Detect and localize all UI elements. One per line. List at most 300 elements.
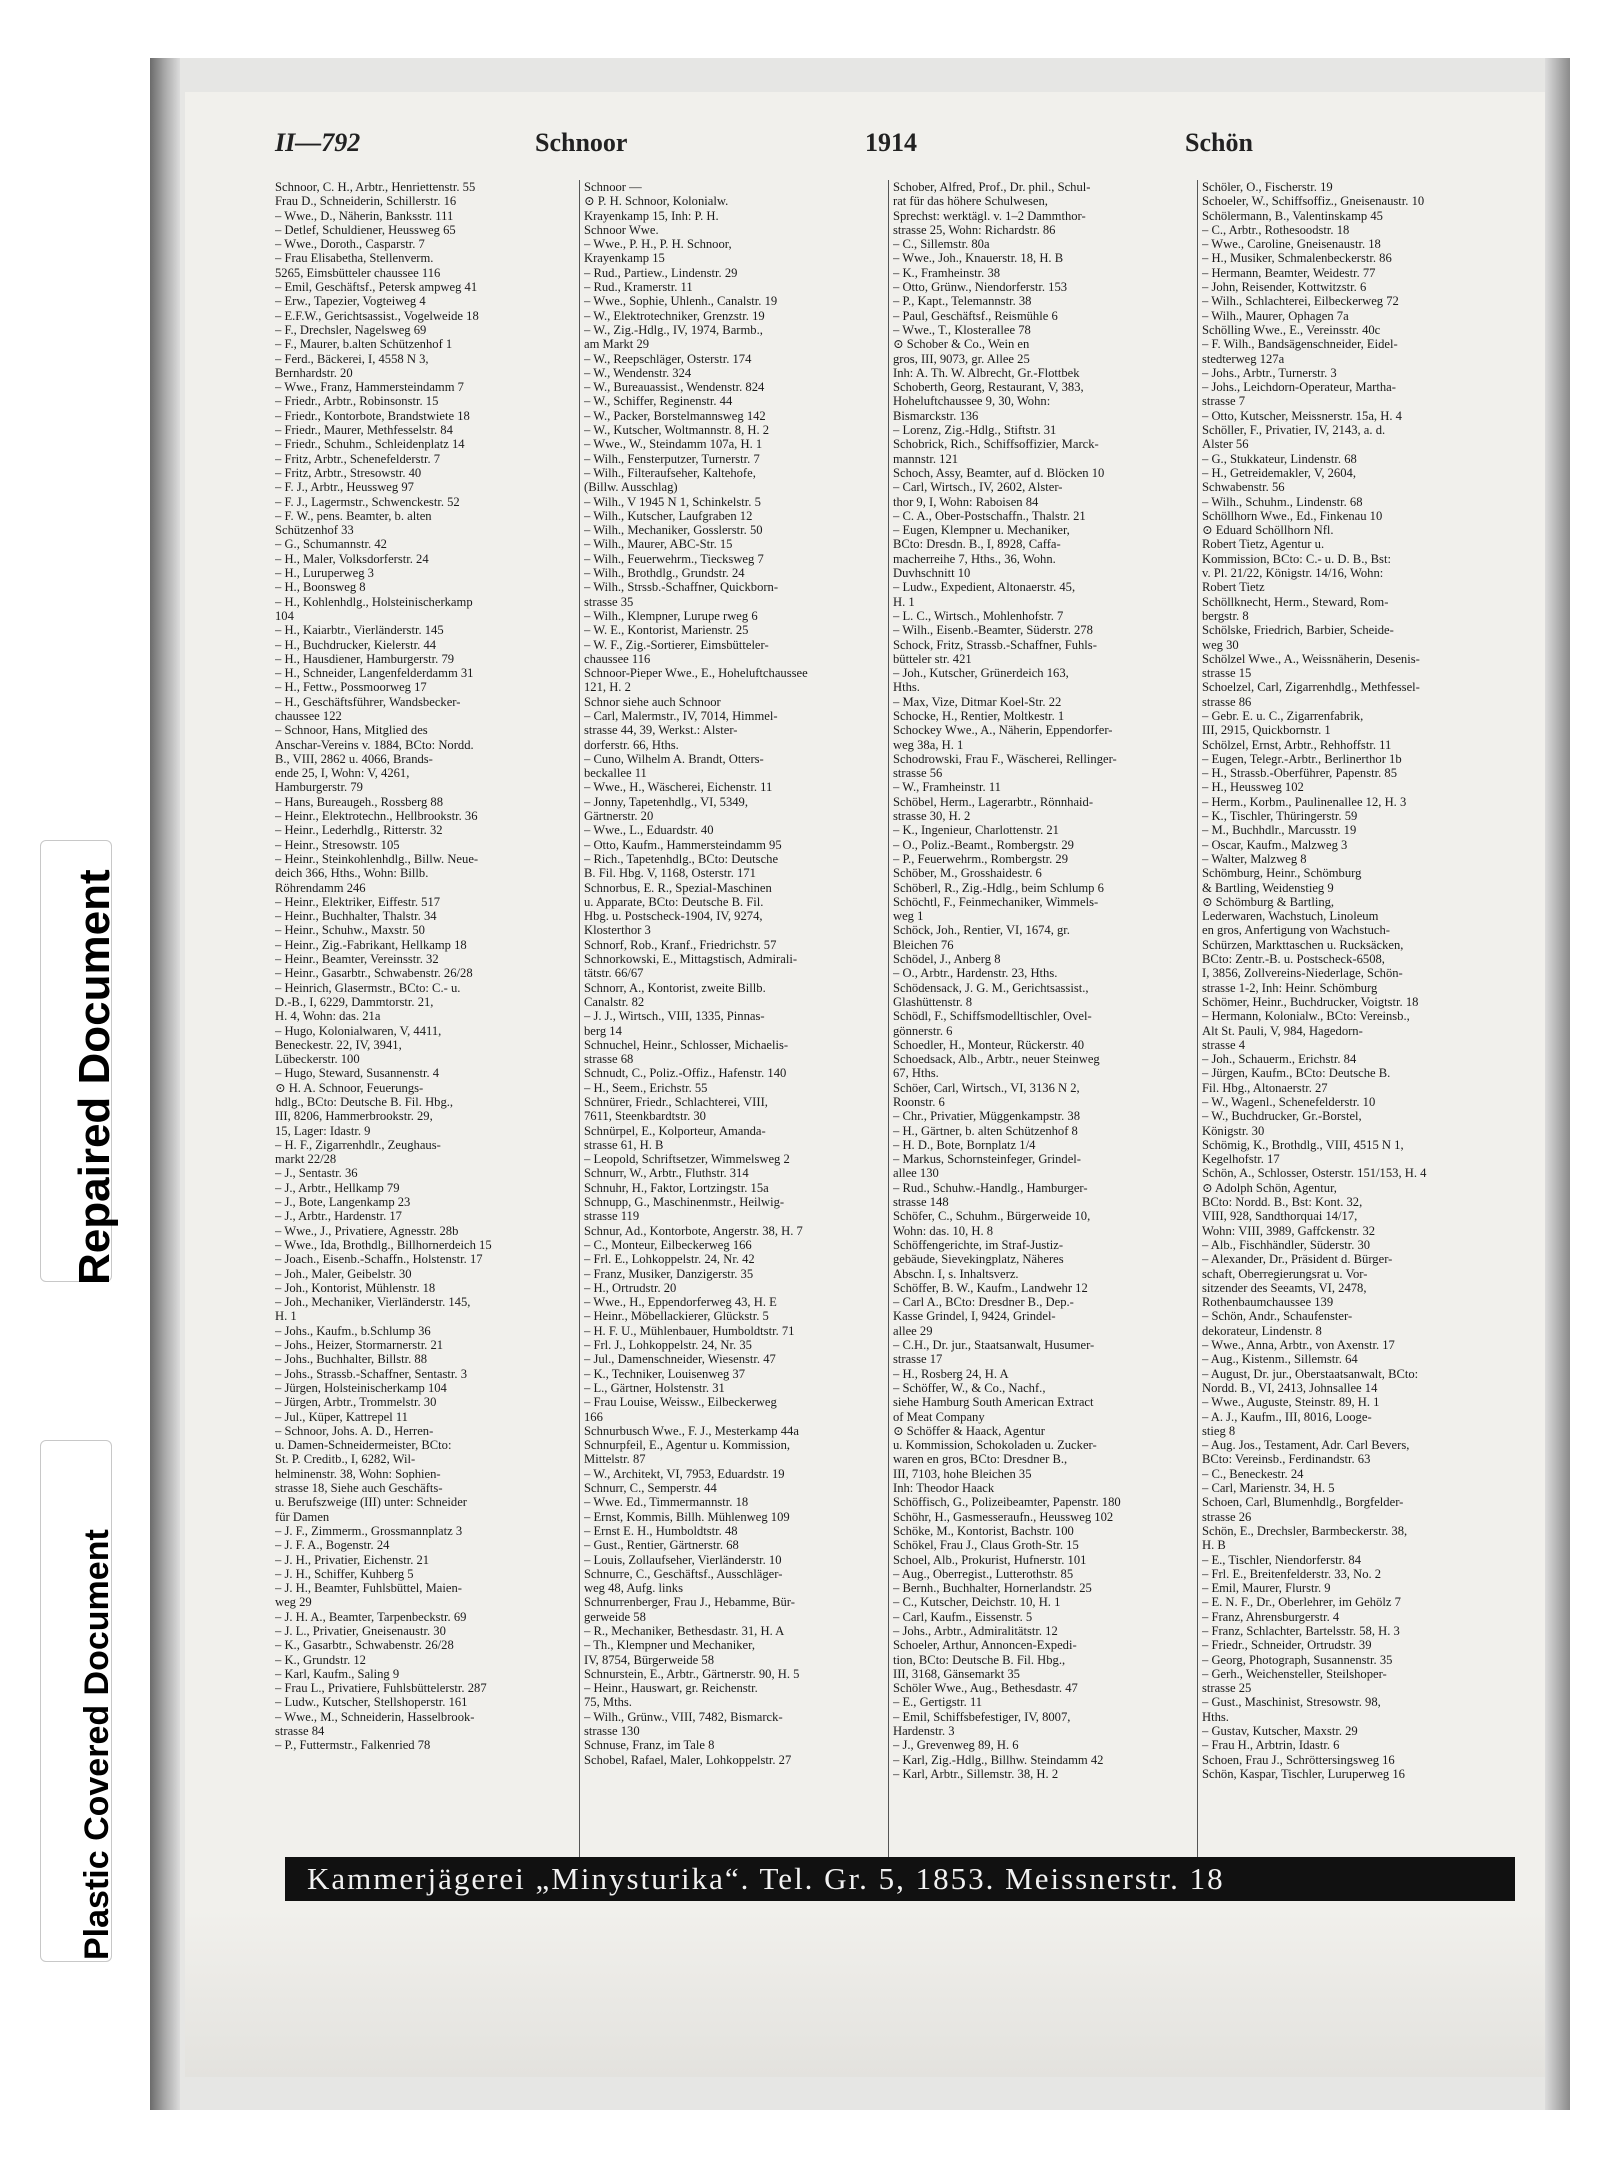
directory-entry: – Gebr. E. u. C., Zigarrenfabrik, [1202,708,1364,723]
directory-entry: – Hans, Bureaugeh., Rossberg 88 [275,794,444,809]
directory-entry: Glashüttenstr. 8 [893,994,973,1009]
directory-entry: – J. H. A., Beamter, Tarpenbeckstr. 69 [275,1609,467,1624]
directory-entry: – W., Zig.-Hdlg., IV, 1974, Barmb., [584,322,763,337]
directory-entry: – Otto, Kutscher, Meissnerstr. 15a, H. 4 [1202,408,1402,423]
directory-entry: – Heinr., Stresowstr. 105 [275,837,400,852]
directory-entry: Schoel, Alb., Prokurist, Hufnerstr. 101 [893,1552,1087,1567]
directory-entry: – Herm., Korbm., Paulinenallee 12, H. 3 [1202,794,1407,809]
directory-entry: Schnorbus, E. R., Spezial-Maschinen [584,880,772,895]
directory-entry: 75, Mths. [584,1695,632,1710]
directory-entry: strasse 86 [1202,694,1252,709]
directory-entry: Schnupp, G., Maschinenmstr., Heilwig- [584,1195,785,1210]
directory-entry: – Joh., Maler, Geibelstr. 30 [275,1266,412,1281]
directory-entry: Lederwaren, Wachstuch, Linoleum [1202,909,1379,924]
directory-entry: H. B [1202,1538,1226,1553]
directory-entry: Schnuse, Franz, im Tale 8 [584,1738,715,1753]
directory-entry: gebäude, Sievekingplatz, Näheres [893,1252,1064,1267]
directory-entry: Schön, E., Drechsler, Barmbeckerstr. 38, [1202,1523,1408,1538]
directory-entry: 166 [584,1409,603,1424]
directory-entry: – Wwe., D., Näherin, Banksstr. 111 [275,208,454,223]
page-number: II—792 [275,128,361,157]
directory-entry: – Wilh., V 1945 N 1, Schinkelstr. 5 [584,494,761,509]
directory-entry: – Heinr., Möbellackierer, Glückstr. 5 [584,1309,769,1324]
directory-entry: – Otto, Grünw., Niendorferstr. 153 [893,280,1068,295]
directory-entry: u. Apparate, BCto: Deutsche B. Fil. [584,894,764,909]
directory-entry: tätstr. 66/67 [584,966,644,981]
directory-entry: Schön, Kaspar, Tischler, Luruperweg 16 [1202,1766,1405,1781]
directory-entry: – W., Schiffer, Reginenstr. 44 [584,394,733,409]
directory-entry: Nordd. B., VI, 2413, Johnsallee 14 [1202,1380,1378,1395]
column-divider [579,180,580,1860]
directory-entry: Schnorr, A., Kontorist, zweite Billb. [584,980,766,995]
directory-entry: – Wilh., Filteraufseher, Kaltehofe, [584,465,756,480]
directory-entry: Schürzen, Markttaschen u. Rucksäcken, [1202,937,1404,952]
directory-entry: Schömburg, Heinr., Schömburg [1202,866,1362,881]
directory-entry: Schöffengerichte, im Straf-Justiz- [893,1237,1064,1252]
directory-entry: – Ernst E. H., Humboldtstr. 48 [584,1523,738,1538]
directory-entry: – F., Drechsler, Nagelsweg 69 [275,322,427,337]
directory-entry: strasse 119 [584,1209,640,1224]
directory-entry: – Wwe., M., Schneiderin, Hasselbrook- [275,1709,475,1724]
directory-entry: – Wwe., H., Wäscherei, Eichenstr. 11 [584,780,773,795]
directory-entry: berg 14 [584,1023,622,1038]
directory-entry: – Erw., Tapezier, Vogteiweg 4 [275,294,426,309]
directory-entry: – Carl, Wirtsch., IV, 2602, Alster- [893,480,1063,495]
directory-entry: u. Kommission, Schokoladen u. Zucker- [893,1438,1097,1453]
directory-entry: weg 1 [893,909,924,924]
directory-entry: bergstr. 8 [1202,608,1249,623]
directory-entry: strasse 130 [584,1724,640,1739]
directory-entry: VIII, 928, Sandthorquai 14/17, [1202,1209,1358,1224]
directory-entry: – Wwe., Joh., Knauerstr. 18, H. B [893,251,1064,266]
directory-entry: – J., Sentastr. 36 [275,1166,358,1181]
directory-entry: – W., Kutscher, Woltmannstr. 8, H. 2 [584,423,770,438]
directory-entry: Schnorf, Rob., Kranf., Friedrichstr. 57 [584,937,777,952]
directory-entry: deich 366, Hths., Wohn: Billb. [275,866,429,881]
directory-entry: – R., Mechaniker, Bethesdastr. 31, H. A [584,1623,785,1638]
directory-entry: – H., Musiker, Schmalenbeckerstr. 86 [1202,251,1392,266]
directory-entry: weg 30 [1202,637,1239,652]
directory-entry: Schöllknecht, Herm., Steward, Rom- [1202,594,1389,609]
directory-entry: Schoen, Frau J., Schröttersingsweg 16 [1202,1752,1395,1767]
directory-column-4 [1202,180,1502,1830]
directory-entry: – H., Gärtner, b. alten Schützenhof 8 [893,1123,1078,1138]
directory-entry: – C. A., Ober-Postschaffn., Thalstr. 21 [893,508,1086,523]
directory-entry: – Franz, Musiker, Danzigerstr. 35 [584,1266,754,1281]
directory-entry: strasse 84 [275,1724,325,1739]
directory-entry: – Fritz, Arbtr., Schenefelderstr. 7 [275,451,441,466]
directory-entry: – Johs., Leichdorn-Operateur, Martha- [1202,380,1396,395]
directory-entry: Gärtnerstr. 20 [584,809,654,824]
directory-entry: – H., Schneider, Langenfelderdamm 31 [275,666,474,681]
directory-entry: Schützenhof 33 [275,523,354,538]
directory-entry: – W., Elektrotechniker, Grenzstr. 19 [584,308,765,323]
directory-entry: BCto: Nordd. B., Bst: Kont. 32, [1202,1195,1363,1210]
directory-entry: Schökel, Frau J., Claus Groth-Str. 15 [893,1538,1079,1553]
directory-entry: – Max, Vize, Ditmar Koel-Str. 22 [893,694,1062,709]
directory-entry: macherreihe 7, Hths., 36, Wohn. [893,551,1056,566]
directory-entry: Schnurrenberger, Frau J., Hebamme, Bür- [584,1595,795,1610]
directory-entry: Schölzel Wwe., A., Weissnäherin, Desenis- [1202,651,1420,666]
directory-entry: Kasse Grindel, I, 9424, Grindel- [893,1309,1056,1324]
directory-entry: – K., Techniker, Louisenweg 37 [584,1366,746,1381]
directory-entry: – Heinr., Zig.-Fabrikant, Hellkamp 18 [275,937,467,952]
directory-entry: – Wilh., Schlachterei, Eilbeckerweg 72 [1202,294,1399,309]
directory-entry: – F. W., pens. Beamter, b. alten [275,508,432,523]
directory-entry: – W., Wagenl., Schenefelderstr. 10 [1202,1095,1376,1109]
directory-entry: Schnurr, C., Semperstr. 44 [584,1481,717,1496]
directory-entry: – Schnoor, Johs. A. D., Herren- [275,1423,434,1438]
directory-entry: stieg 8 [1202,1423,1236,1438]
directory-entry: Schöller, F., Privatier, IV, 2143, a. d. [1202,423,1386,438]
directory-entry: – O., Poliz.-Beamt., Rombergstr. 29 [893,837,1074,852]
directory-entry: – Wilh., Strssb.-Schaffner, Quickborn- [584,580,779,595]
directory-entry: allee 29 [893,1323,933,1338]
header-first-entry: Schnoor [535,128,628,157]
directory-entry: – W. E., Kontorist, Marienstr. 25 [584,623,749,638]
directory-entry: – Frau Elisabetha, Stellenverm. [275,251,434,266]
directory-entry: weg 38a, H. 1 [893,737,964,752]
directory-entry: – August, Dr. jur., Oberstaatsanwalt, BCto: [1202,1366,1419,1381]
directory-entry: – Eugen, Telegr.-Arbtr., Berlinerthor 1b [1202,751,1402,766]
directory-entry: Wohn: das. 10, H. 8 [893,1223,994,1238]
directory-entry: Schöbel, Herm., Lagerarbtr., Rönnhaid- [893,794,1094,809]
directory-entry: – Gustav, Kutscher, Maxstr. 29 [1202,1724,1358,1739]
directory-entry: Schocke, H., Rentier, Moltkestr. 1 [893,708,1065,723]
directory-entry: – J., Arbtr., Hellkamp 79 [275,1180,400,1195]
directory-entry: – K., Ingenieur, Charlottenstr. 21 [893,823,1059,838]
directory-entry: – Hugo, Steward, Susannenstr. 4 [275,1066,440,1081]
directory-entry: Schnoor-Pieper Wwe., E., Hoheluftchaussee [584,666,808,681]
directory-entry: – Wwe., L., Eduardstr. 40 [584,823,714,838]
directory-entry: – Wwe., Auguste, Steinstr. 89, H. 1 [1202,1395,1380,1410]
directory-entry: Schöke, M., Kontorist, Bachstr. 100 [893,1523,1074,1538]
directory-entry: – H., Heussweg 102 [1202,780,1304,795]
directory-entry: H. 4, Wohn: das. 21a [275,1009,381,1024]
directory-entry: – Johs., Strassb.-Schaffner, Sentastr. 3 [275,1366,467,1381]
directory-entry: – Wwe. Ed., Timmermannstr. 18 [584,1495,749,1510]
directory-entry: Krayenkamp 15, Inh: P. H. [584,208,719,223]
directory-entry: – Ludw., Kutscher, Stellshoperstr. 161 [275,1695,468,1710]
directory-entry: – K., Framheinstr. 38 [893,265,1001,280]
directory-entry: Schöffisch, G., Polizeibeamter, Papenstr. 180 [893,1495,1121,1510]
directory-entry: strasse 148 [893,1195,949,1210]
directory-entry: Königstr. 30 [1202,1123,1265,1138]
directory-entry: Beneckestr. 22, IV, 3941, [275,1037,402,1052]
directory-entry: – Paul, Geschäftsf., Reismühle 6 [893,308,1058,323]
directory-entry: – Wwe., Franz, Hammersteindamm 7 [275,380,464,395]
page-bottom-margin [185,1910,1545,2077]
directory-entry: – Johs., Buchhalter, Billstr. 88 [275,1352,428,1367]
directory-entry: ⊙ Schömburg & Bartling, [1202,894,1335,909]
directory-entry: Bernhardstr. 20 [275,365,353,380]
directory-entry: weg 48, Aufg. links [584,1581,683,1596]
directory-entry: – Heinr., Beamter, Vereinsstr. 32 [275,952,439,967]
directory-entry: (Billw. Ausschlag) [584,480,678,495]
directory-entry: – Karl, Kaufm., Saling 9 [275,1666,400,1681]
directory-entry: St. P. Creditb., I, 6282, Wil- [275,1452,416,1467]
directory-entry: – Detlef, Schuldiener, Heussweg 65 [275,222,456,237]
directory-entry: Hths. [893,680,920,695]
directory-entry: Hamburgerstr. 79 [275,780,363,795]
directory-entry: – Wilh., Grünw., VIII, 7482, Bismarck- [584,1709,783,1724]
directory-entry: – Wilh., Kutscher, Laufgraben 12 [584,508,753,523]
directory-entry: – P., Feuerwehrm., Rombergstr. 29 [893,851,1069,866]
directory-entry: dekorateur, Lindenstr. 8 [1202,1323,1322,1338]
directory-entry: – Otto, Kaufm., Hammersteindamm 95 [584,837,782,852]
directory-entry: – Heinr., Schuhw., Maxstr. 50 [275,923,425,938]
directory-entry: Schock, Fritz, Strassb.-Schaffner, Fuhls- [893,637,1097,652]
directory-entry: Schön, A., Schlosser, Osterstr. 151/153, H. 4 [1202,1166,1427,1181]
directory-entry: für Damen [275,1509,330,1524]
directory-entry: – C., Sillemstr. 80a [893,237,990,252]
directory-entry: gönnerstr. 6 [893,1023,953,1038]
directory-entry: – Friedr., Arbtr., Robinsonstr. 15 [275,394,439,409]
directory-entry: – Gust., Maschinist, Stresowstr. 98, [1202,1695,1381,1710]
directory-entry: strasse 18, Siehe auch Geschäfts- [275,1481,443,1496]
directory-entry: – Franz, Ahrensburgerstr. 4 [1202,1609,1340,1624]
directory-entry: – Heinr., Lederhdlg., Ritterstr. 32 [275,823,443,838]
directory-entry: Schöfer, C., Schuhm., Bürgerweide 10, [893,1209,1091,1224]
directory-entry: – L. C., Wirtsch., Mohlenhofstr. 7 [893,608,1064,623]
directory-entry: Schoeler, W., Schiffsoffiz., Gneisenaustr. 10 [1202,194,1425,209]
directory-entry: Kommission, BCto: C.- u. D. B., Bst: [1202,551,1391,566]
directory-entry: – Johs., Kaufm., b.Schlump 36 [275,1323,431,1338]
directory-entry: Schwabenstr. 56 [1202,480,1285,495]
directory-column-1 [275,180,577,1830]
directory-entry: strasse 25, Wohn: Richardstr. 86 [893,222,1056,237]
directory-entry: v. Pl. 21/22, Königstr. 14/16, Wohn: [1202,566,1384,581]
directory-entry: schaft, Oberregierungsrat u. Vor- [1202,1266,1368,1281]
directory-entry: Schölling Wwe., E., Vereinsstr. 40c [1202,322,1381,337]
page-header [275,128,1525,168]
directory-entry: – Wwe., H., Eppendorferweg 43, H. E [584,1295,777,1310]
directory-entry: Schödel, J., Anberg 8 [893,952,1001,967]
directory-entry: Schöffer, B. W., Kaufm., Landwehr 12 [893,1280,1088,1295]
directory-entry: – K., Gasarbtr., Schwabenstr. 26/28 [275,1638,454,1653]
directory-entry: Lübeckerstr. 100 [275,1052,360,1067]
directory-entry: Inh: Theodor Haack [893,1481,995,1496]
directory-entry: en gros, Anfertigung von Wachstuch- [1202,923,1390,938]
directory-entry: – H., Strassb.-Oberführer, Papenstr. 85 [1202,766,1398,781]
directory-entry: Klosterthor 3 [584,923,651,938]
column-divider [888,180,889,1860]
directory-entry: – Wwe., Doroth., Casparstr. 7 [275,237,425,252]
directory-entry: – F., Maurer, b.alten Schützenhof 1 [275,337,453,352]
directory-entry: Schöler Wwe., Aug., Bethesdastr. 47 [893,1681,1078,1696]
directory-entry: – Leopold, Schriftsetzer, Wimmelsweg 2 [584,1152,790,1167]
directory-entry: – Wwe., W., Steindamm 107a, H. 1 [584,437,763,452]
directory-entry: – C.H., Dr. jur., Staatsanwalt, Husumer- [893,1338,1095,1353]
directory-entry: strasse 26 [1202,1509,1252,1524]
directory-entry: B. Fil. Hbg. V, 1168, Osterstr. 171 [584,866,756,881]
directory-entry: – H., Buchdrucker, Kielerstr. 44 [275,637,437,652]
directory-entry: – Frau Louise, Weissw., Eilbeckerweg [584,1395,777,1410]
directory-entry: – Jul., Damenschneider, Wiesenstr. 47 [584,1352,776,1367]
directory-entry: Schnoor Wwe. [584,222,659,237]
directory-entry: Schnoor, C. H., Arbtr., Henriettenstr. 55 [275,180,476,194]
plastic-covered-label: Plastic Covered Document [78,1529,116,1960]
directory-entry: Schoedler, H., Monteur, Rückerstr. 40 [893,1037,1085,1052]
directory-entry: – Karl, Zig.-Hdlg., Billhw. Steindamm 42 [893,1752,1104,1767]
directory-entry: siehe Hamburg South American Extract [893,1395,1094,1410]
directory-entry: – Schöffer, W., & Co., Nachf., [893,1380,1046,1395]
directory-entry: III, 3168, Gänsemarkt 35 [893,1666,1020,1681]
directory-entry: – Chr., Privatier, Müggenkampstr. 38 [893,1109,1080,1124]
directory-entry: ende 25, I, Wohn: V, 4261, [275,766,410,781]
directory-entry: – Friedr., Maurer, Methfesselstr. 84 [275,423,453,438]
directory-entry: ⊙ Schober & Co., Wein en [893,337,1030,352]
directory-entry: BCto: Zentr.-B. u. Postscheck-6508, [1202,952,1385,967]
directory-entry: gros, III, 9073, gr. Allee 25 [893,351,1030,366]
directory-entry: – Wwe., P. H., P. H. Schnoor, [584,237,732,252]
directory-entry: Schnurbusch Wwe., F. J., Mesterkamp 44a [584,1423,799,1438]
directory-entry: – Schnoor, Hans, Mitglied des [275,723,428,738]
directory-entry: – Cuno, Wilhelm A. Brandt, Otters- [584,751,764,766]
directory-entry: – Wilh., Feuerwehrm., Tiecksweg 7 [584,551,764,566]
directory-entry: u. Damen-Schneidermeister, BCto: [275,1438,452,1453]
directory-entry: – C., Kutscher, Deichstr. 10, H. 1 [893,1595,1061,1610]
directory-entry: – C., Monteur, Eilbeckerweg 166 [584,1237,752,1252]
directory-entry: – Gust., Rentier, Gärtnerstr. 68 [584,1538,739,1553]
directory-entry: – H., Kohlenhdlg., Holsteinischerkamp [275,594,473,609]
directory-entry: – John, Reisender, Kottwitzstr. 6 [1202,280,1367,295]
directory-entry: strasse 17 [893,1352,943,1367]
directory-entry: Bleichen 76 [893,937,954,952]
directory-entry: – W., Framheinstr. 11 [893,780,1001,795]
directory-entry: ⊙ H. A. Schnoor, Feuerungs- [275,1080,424,1095]
directory-entry: IV, 8754, Bürgerweide 58 [584,1652,715,1667]
directory-entry: Schockey Wwe., A., Näherin, Eppendorfer- [893,723,1113,738]
directory-entry: Schölzel, Ernst, Arbtr., Rehhoffstr. 11 [1202,737,1392,752]
directory-entry: rat für das höhere Schulwesen, [893,194,1048,209]
directory-entry: – Rud., Partiew., Lindenstr. 29 [584,265,738,280]
directory-entry: Schober, Alfred, Prof., Dr. phil., Schul- [893,180,1091,194]
directory-entry: – Joh., Kontorist, Mühlenstr. 18 [275,1280,436,1295]
directory-entry: – Wwe., Caroline, Gneisenaustr. 18 [1202,237,1381,252]
directory-entry: – F. Wilh., Bandsägenschneider, Eidel- [1202,337,1398,352]
directory-entry: am Markt 29 [584,337,650,352]
directory-entry: Abschn. I, s. Inhaltsverz. [893,1266,1019,1281]
directory-entry: Hbg. u. Postscheck-1904, IV, 9274, [584,909,763,924]
directory-entry: ⊙ Adolph Schön, Agentur, [1202,1180,1337,1195]
directory-entry: – Hermann, Beamter, Weidestr. 77 [1202,265,1376,280]
directory-entry: – Jürgen, Holsteinischerkamp 104 [275,1380,447,1395]
directory-entry: Schoelzel, Carl, Zigarrenhdlg., Methfessel- [1202,680,1420,695]
directory-entry: – J. H., Privatier, Eichenstr. 21 [275,1552,430,1567]
directory-entry: – Johs., Arbtr., Admiralitätstr. 12 [893,1623,1058,1638]
directory-entry: I, 3856, Zollvereins-Niederlage, Schön- [1202,966,1403,981]
directory-entry: – K., Grundstr. 12 [275,1652,366,1667]
directory-entry: Alt St. Pauli, V, 984, Hagedorn- [1202,1023,1363,1038]
directory-entry: 121, H. 2 [584,680,631,695]
directory-entry: Robert Tietz, Agentur u. [1202,537,1325,552]
directory-entry: – J. F. A., Bogenstr. 24 [275,1538,390,1553]
directory-entry: – W., Architekt, VI, 7953, Eduardstr. 19 [584,1466,785,1481]
directory-entry: – Jonny, Tapetenhdlg., VI, 5349, [584,794,748,809]
directory-entry: strasse 30, H. 2 [893,809,971,824]
directory-entry: – H., Boonsweg 8 [275,580,366,595]
directory-entry: Schnur, Ad., Kontorbote, Angerstr. 38, H. 7 [584,1223,803,1238]
directory-entry: – H., Rosberg 24, H. A [893,1366,1009,1381]
directory-entry: – W., Buchdrucker, Gr.-Borstel, [1202,1109,1362,1124]
directory-entry: – Karl, Arbtr., Sillemstr. 38, H. 2 [893,1766,1059,1781]
directory-entry: – W., Bureauassist., Wendenstr. 824 [584,380,765,395]
directory-entry: – Alb., Fischhändler, Süderstr. 30 [1202,1237,1371,1252]
directory-entry: – H. F. U., Mühlenbauer, Humboldtstr. 71 [584,1323,795,1338]
directory-entry: – Aug. Jos., Testament, Adr. Carl Bevers, [1202,1438,1410,1453]
directory-entry: Schölske, Friedrich, Barbier, Scheide- [1202,623,1394,638]
directory-entry: Schnurre, C., Geschäftsf., Ausschläger- [584,1566,783,1581]
page-right-edge [1545,58,1570,2110]
directory-entry: Schöer, Carl, Wirtsch., VI, 3136 N 2, [893,1080,1080,1095]
directory-entry: – Th., Klempner und Mechaniker, [584,1638,755,1653]
directory-entry: strasse 68 [584,1052,634,1067]
directory-entry: Schnuchel, Heinr., Schlosser, Michaelis- [584,1037,789,1052]
directory-entry: dorferstr. 66, Hths. [584,737,679,752]
directory-entry: Schnürer, Friedr., Schlachterei, VIII, [584,1095,768,1109]
directory-entry: – Frl. E., Lohkoppelstr. 24, Nr. 42 [584,1252,755,1267]
directory-entry: BCto: Dresdn. B., I, 8928, Caffa- [893,537,1061,552]
directory-entry: – C., Arbtr., Rothesoodstr. 18 [1202,222,1350,237]
directory-entry: – Wwe., Anna, Arbtr., von Axenstr. 17 [1202,1338,1395,1353]
directory-entry: – Jürgen, Kaufm., BCto: Deutsche B. [1202,1066,1391,1081]
directory-entry: H. 1 [275,1309,297,1324]
directory-entry: Schöhr, H., Gasmesseraufn., Heussweg 102 [893,1509,1114,1524]
directory-entry: Röhrendamm 246 [275,880,366,895]
directory-entry: Schnorkowski, E., Mittagstisch, Admirali- [584,952,798,967]
directory-entry: – Emil, Maurer, Flurstr. 9 [1202,1581,1331,1596]
directory-entry: – Wilh., Mechaniker, Gosslerstr. 50 [584,523,763,538]
directory-entry: strasse 44, 39, Werkst.: Alster- [584,723,738,738]
directory-entry: Schöck, Joh., Rentier, VI, 1674, gr. [893,923,1070,938]
header-year: 1914 [865,128,917,157]
directory-entry: – H., Getreidemakler, V, 2604, [1202,465,1356,480]
directory-entry: Schobrick, Rich., Schiffsoffizier, Marck- [893,437,1099,452]
directory-entry: – Heinr., Buchhalter, Thalstr. 34 [275,909,437,924]
directory-entry: – Johs., Arbtr., Turnerstr. 3 [1202,365,1337,380]
directory-entry: – L., Gärtner, Holstenstr. 31 [584,1380,725,1395]
directory-entry: Schöler, O., Fischerstr. 19 [1202,180,1333,194]
directory-entry: – C., Beneckestr. 24 [1202,1466,1304,1481]
directory-entry: – Aug., Kistenm., Sillemstr. 64 [1202,1352,1358,1367]
directory-entry: weg 29 [275,1595,312,1610]
directory-entry: – E., Tischler, Niendorferstr. 84 [1202,1552,1362,1567]
directory-entry: Schoberth, Georg, Restaurant, V, 383, [893,380,1084,395]
directory-entry: – Rich., Tapetenhdlg., BCto: Deutsche [584,851,779,866]
directory-entry: Schöber, M., Grosshaidestr. 6 [893,866,1042,881]
directory-entry: – W. F., Zig.-Sortierer, Eimsbütteler- [584,637,769,652]
advertisement-banner: Kammerjägerei „Minysturika“. Tel. Gr. 5, 1853. Meissnerstr. 18 [285,1857,1515,1901]
directory-entry: 15, Lager: Idastr. 9 [275,1123,371,1138]
directory-entry: strasse 56 [893,766,943,781]
directory-entry: u. Berufszweige (III) unter: Schneider [275,1495,467,1510]
directory-entry: BCto: Vereinsb., Ferdinandstr. 63 [1202,1452,1371,1467]
directory-entry: helminenstr. 38, Wohn: Sophien- [275,1466,441,1481]
column-divider [1197,180,1198,1860]
header-last-entry: Schön [1185,128,1253,157]
directory-entry: Schnoor — [584,180,642,194]
directory-entry: – Gerh., Weichensteller, Steilshoper- [1202,1666,1387,1681]
directory-entry: H. 1 [893,594,915,609]
directory-entry: – Friedr., Schneider, Ortrudstr. 39 [1202,1638,1372,1653]
directory-entry: – H. D., Bote, Bornplatz 1/4 [893,1137,1036,1152]
directory-entry: – Aug., Oberregist., Lutterothstr. 85 [893,1566,1074,1581]
directory-entry: beckallee 11 [584,766,647,781]
directory-entry: – Oscar, Kaufm., Malzweg 3 [1202,837,1348,852]
directory-entry: – F. J., Arbtr., Heussweg 97 [275,480,414,495]
directory-entry: Schöllhorn Wwe., Ed., Finkenau 10 [1202,508,1383,523]
